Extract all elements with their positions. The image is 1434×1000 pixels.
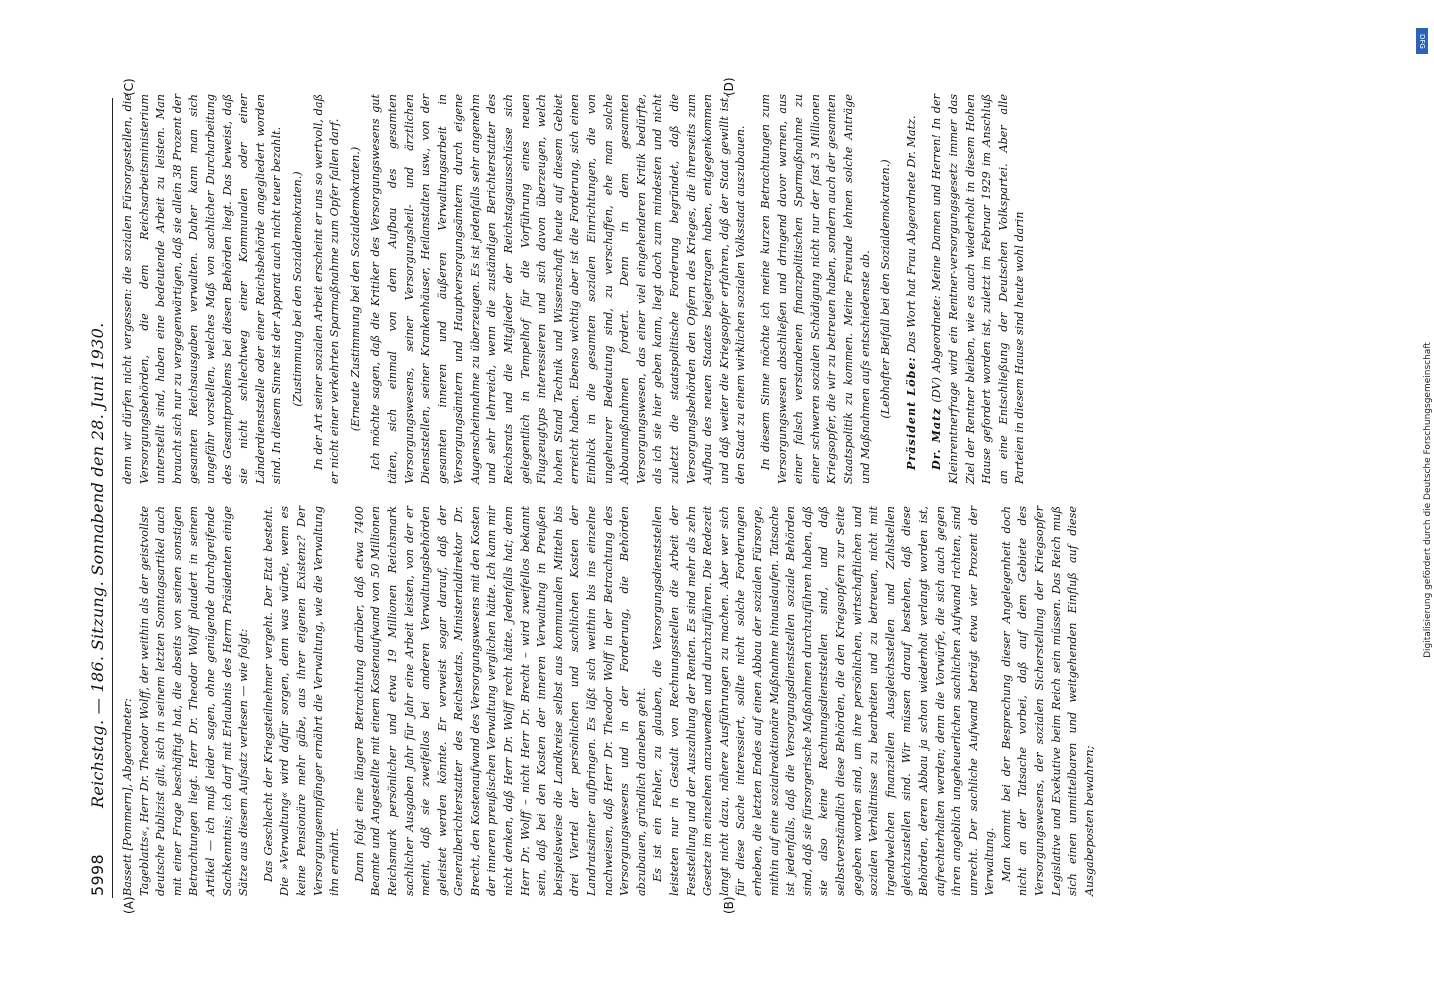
funding-note: Digitalisierung gefördert durch die Deutsche Forschungsgemeinschaft [1423, 342, 1433, 658]
margin-mark-b: (B) [722, 896, 736, 914]
margin-mark-a: (A) [122, 896, 136, 914]
paragraph: Ich möchte sagen, daß die Kritiker des Versorgungswesens gut täten, sich einmal von dem Aufbau des gesamten Versorgungswesens, seiner Versorgungsheil- und ärztlichen Dienststellen, seiner Krankenhäuser, Heilanstalten usw., von der gesamten inneren und äußeren Verwaltungsarbeit in Versorgungsämtern und Hauptversorgungsämtern durch eigene Augenscheinnahme zu überzeugen. Es ist jedenfalls sehr angenehm und sehr lehrreich, wenn die zuständigen Berichterstatter des Reichsrats und die Mitglieder der Reichstagsausschüsse sich gelegentlich in Tempelhof für die Vorführung eines neuen Flugzeugtyps interessieren und sich davon überzeugen, welch hohen Stand Technik und Wissenschaft heute auf diesem Gebiet erreicht haben. Ebenso wichtig aber ist die Forderung, sich einen Einblick in die gesamten sozialen Einrichtungen, die von ungeheurer Bedeutung sind, zu verschaffen, ehe man solche Abbaumaßnahmen fordert. Denn in dem gesamten Versorgungswesen, das einer viel eingehenderen Kritik bedürfte, als ich sie hier geben kann, liegt doch zum mindesten und nicht zuletzt die staatspolitische Forderung begründet, daß die Versorgungsbehörden den Opfern des Krieges, die ihrerseits zum Aufbau des neuen Staates beigetragen haben, entgegenkommen und daß weiter die Kriegsopfer erfahren, daß der Staat gewillt ist, den Staat zu einem wirklichen sozialen Volksstaat auszubauen. [369, 94, 748, 484]
president-label: Präsident Löbe: [903, 356, 918, 470]
quotation: Das Geschlecht der Kriegsteilnehmer vergeht. Der Etat besteht. Die »Verwaltung« wird dafür sorgen, denn was würde, wenn es keine Pensionäre mehr gäbe, aus ihrer eigenen Existenz? Der Versorgungsempfänger ernährt die Verwaltung, wie die Verwaltung ihn ernährt. [261, 506, 342, 896]
dfg-logo-icon: DFG [1416, 28, 1428, 54]
paragraph: Man kommt bei der Besprechung dieser Angelegenheit doch nicht an der Tatsache vorbei, daß auf dem Gebiete des Versorgungswesens, der sozialen Sicherstellung der Kriegsopfer Legislative und Exekutive beim Reich sein müssen. Das Reich muß sich einen unmittelbaren und weitgehenden Einfluß auf diese Ausgabeposten bewahren; [999, 506, 1096, 896]
header-rule [112, 98, 113, 898]
president-statement [903, 94, 921, 484]
speaker-statement [928, 94, 1029, 484]
margin-mark-c: (C) [122, 78, 136, 96]
speaker-text: (DV) Abgeordnete: Meine Damen und Herren! In der Kleinrentnerfrage wird ein Rentner-versorgungsgesetz immer das Ziel der Rentner bleiben, wie es auch wiederholt in diesem Hohen Hause gefordert worden ist, zuletzt im Februar 1929 im Anschluß an eine Entschließung der Deutschen Volkspartei. Aber alle Parteien in diesem Hause sind heute wohl darin [930, 93, 1027, 484]
paragraph: In der Art seiner sozialen Arbeit erscheint er uns so wertvoll, daß er nicht einer verkehrten Sparmaßnahme zum Opfer fallen darf. [311, 94, 342, 484]
document-page [82, 76, 1334, 918]
paragraph: Tageblatts«, Herr Dr. Theodor Wolff, der weithin als der geistvollste deutsche Publizist gilt, sich in seinem letzten Sonntagsartikel auch mit einer Frage beschäftigt hat, die abseits von seinen sonstigen Betrachtungen liegt. Herr Dr. Theodor Wolff plaudert in seinem Artikel — ich muß leider sagen, ohne genügende durchgreifende Sachkenntnis; ich darf mit Erlaubnis des Herrn Präsidenten einige Sätze aus diesem Aufsatz verlesen — wie folgt: [137, 506, 251, 896]
funding-sidebar [1414, 22, 1434, 982]
margin-mark-d: (D) [722, 77, 736, 96]
paragraph: Es ist ein Fehler, zu glauben, die Versorgungsdienststellen leisteten nur in Gestalt von Rechnungsstellen die Arbeit der Feststellung und der Auszahlung der Renten. Es sind mehr als zehn Gesetze im einzelnen anzuwenden und durchzuführen. Die Redezeit langt nicht dazu, nähere Ausführungen zu machen. Aber wer sich für diese Sache interessiert, sollte nicht solche Forderungen erheben, die letzten Endes auf einen Abbau der sozialen Fürsorge, mithin auf eine sozialreaktionäre Maßnahme hinauslaufen. Tatsache ist jedenfalls, daß die Versorgungsdienststellen soziale Behörden sind, daß sie fürsorgerische Maßnahmen durchzuführen haben, daß sie also keine Rechnungsdienststellen sind, und daß selbstverständlich diese Behörden, die den Kriegsopfern zur Seite gegeben worden sind, um ihre persönlichen, wirtschaftlichen und sozialen Verhältnisse zu bearbeiten und zu betreuen, nicht mit irgendwelchen finanziellen Ausgleichsstellen und Zahlstellen gleichzustellen sind. Wir müssen darauf bestehen, daß diese Behörden, deren Abbau ja schon wiederholt verlangt worden ist, aufrechterhalten werden; denn die Vorwürfe, die sich auch gegen ihren angeblich ungeheuerlichen sachlichen Aufwand richten, sind unrecht. Der sachliche Aufwand beträgt etwa vier Prozent der Verwaltung. [651, 506, 997, 896]
right-column [120, 94, 1029, 484]
paragraph: denn wir dürfen nicht vergessen: die sozialen Fürsorgestellen, die Versorgungsbehörden, die dem Reichsarbeitsministerium unterstellt sind, haben eine bedeutende Arbeit zu leisten. Man braucht sich nur zu vergegenwärtigen, daß sie allein 38 Prozent der gesamten Reichsausgaben verwalten. Daher kann man sich ungefähr vorstellen, welches Maß von sachlicher Durcharbeitung des Gesamtproblems bei diesen Behörden liegt. Das beweist, daß sie nicht schlechtweg einer Kommunalen oder einer Länderdienststelle oder einer Reichsbehörde angegliedert worden sind. In diesem Sinne ist der Apparat auch nicht teuer bezahlt. [121, 94, 284, 484]
paragraph: Dann folgt eine längere Betrachtung darüber, daß etwa 7400 Beamte und Angestellte mit einem Kostenaufwand von 50 Millionen Reichsmark persönlicher und etwa 19 Millionen Reichsmark sachlicher Ausgaben Jahr für Jahr eine Arbeit leisten, von der er meint, daß sie zweifellos bei anderen Verwaltungsbehörden geleistet werden könnte. Er verweist sogar darauf, daß der Generalberichterstatter des Reichsetats, Ministerialdirektor Dr. Brecht, den Kostenaufwand des Versorgungswesens mit den Kosten der inneren preußischen Verwaltung verglichen hätte. Ich kann mir nicht denken, daß Herr Dr. Wolff recht hätte. Jedenfalls hat; denn Herr Dr. Wolff – nicht Herr Dr. Brecht – wird zweifellos bekannt sein, daß bei den Kosten der inneren Verwaltung in Preußen beispielsweise die Landkreise selbst aus kommunalen Mitteln bis drei Viertel der persönlichen und sachlichen Kosten der Landratsämter aufbringen. Es läßt sich weithin bis ins einzelne nachweisen, daß Herr Dr. Theodor Wolff in der Betrachtung des Versorgungswesens und in der Forderung, die Behörden abzubauen, gründlich daneben geht. [352, 506, 648, 896]
speaker-intro: Bassett [Pommern], Abgeordneter: [121, 698, 134, 896]
left-column [120, 506, 1098, 896]
president-text: Das Wort hat Frau Abgeordnete Dr. Matz. [904, 115, 918, 353]
reaction: (Lebhafter Beifall bei den Sozialdemokraten.) [879, 159, 893, 419]
speaker-label: Dr. Matz [929, 407, 944, 470]
reaction: (Erneute Zustimmung bei den Sozialdemokraten.) [348, 146, 362, 432]
running-title: Reichstag. — 186. Sitzung. Sonnabend den 28. Juni 1930. [88, 322, 107, 808]
running-header [88, 76, 110, 918]
page-number: 5998 [88, 854, 107, 896]
reaction: (Zustimmung bei den Sozialdemokraten.) [290, 171, 304, 407]
paragraph: In diesem Sinne möchte ich meine kurzen Betrachtungen zum Versorgungswesen abschließen und dringend davor warnen, aus einer falsch verstandenen finanzpolitischen Sparmaßnahme zu einer schweren sozialen Schädigung nicht nur der fast 3 Millionen Kriegsopfer, die wir zu betreuen haben, sondern auch der gesamten Staatspolitik zu kommen. Meine Freunde lehnen solche Anträge und Maßnahmen aufs entschiedenste ab. [758, 94, 872, 484]
